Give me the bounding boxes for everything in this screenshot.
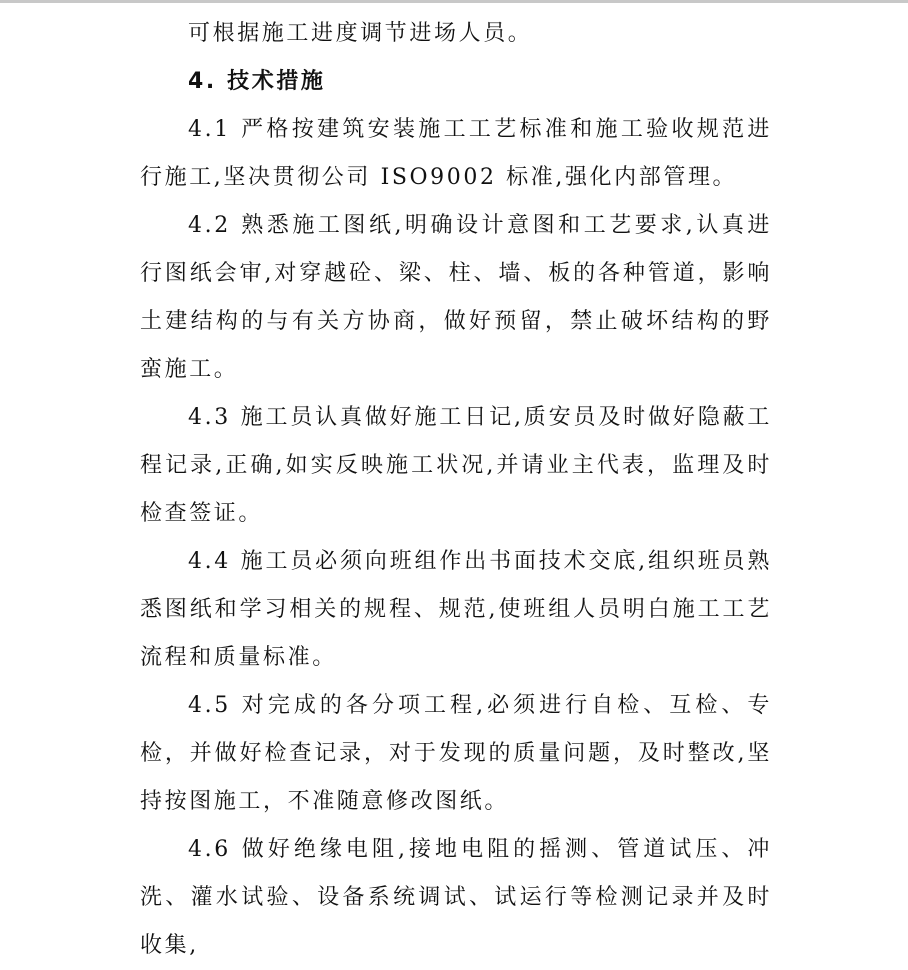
paragraph-4-4: 4.4 施工员必须向班组作出书面技术交底,组织班员熟悉图纸和学习相关的规程、规范,使班组人员明白施工工艺流程和质量标准。 bbox=[140, 549, 772, 670]
top-border bbox=[0, 0, 908, 3]
section-heading-technical-measures: 4. 技术措施 bbox=[188, 69, 326, 94]
paragraph-4-6: 4.6 做好绝缘电阻,接地电阻的摇测、管道试压、冲洗、灌水试验、设备系统调试、试运行等检测记录并及时收集, bbox=[140, 837, 772, 958]
paragraph-4-1: 4.1 严格按建筑安装施工工艺标准和施工验收规范进行施工,坚决贯彻公司 ISO9002 标准,强化内部管理。 bbox=[140, 117, 772, 190]
document-page bbox=[140, 10, 772, 970]
paragraph-continuation: 可根据施工进度调节进场人员。 bbox=[188, 21, 533, 46]
paragraph-4-5: 4.5 对完成的各分项工程,必须进行自检、互检、专检，并做好检查记录，对于发现的质量问题，及时整改,坚持按图施工，不准随意修改图纸。 bbox=[140, 693, 772, 814]
paragraph-4-3: 4.3 施工员认真做好施工日记,质安员及时做好隐蔽工程记录,正确,如实反映施工状况,并请业主代表，监理及时检查签证。 bbox=[140, 405, 772, 526]
paragraph-4-2: 4.2 熟悉施工图纸,明确设计意图和工艺要求,认真进行图纸会审,对穿越砼、梁、柱、墙、板的各种管道，影响土建结构的与有关方协商，做好预留，禁止破坏结构的野蛮施工。 bbox=[140, 213, 772, 382]
